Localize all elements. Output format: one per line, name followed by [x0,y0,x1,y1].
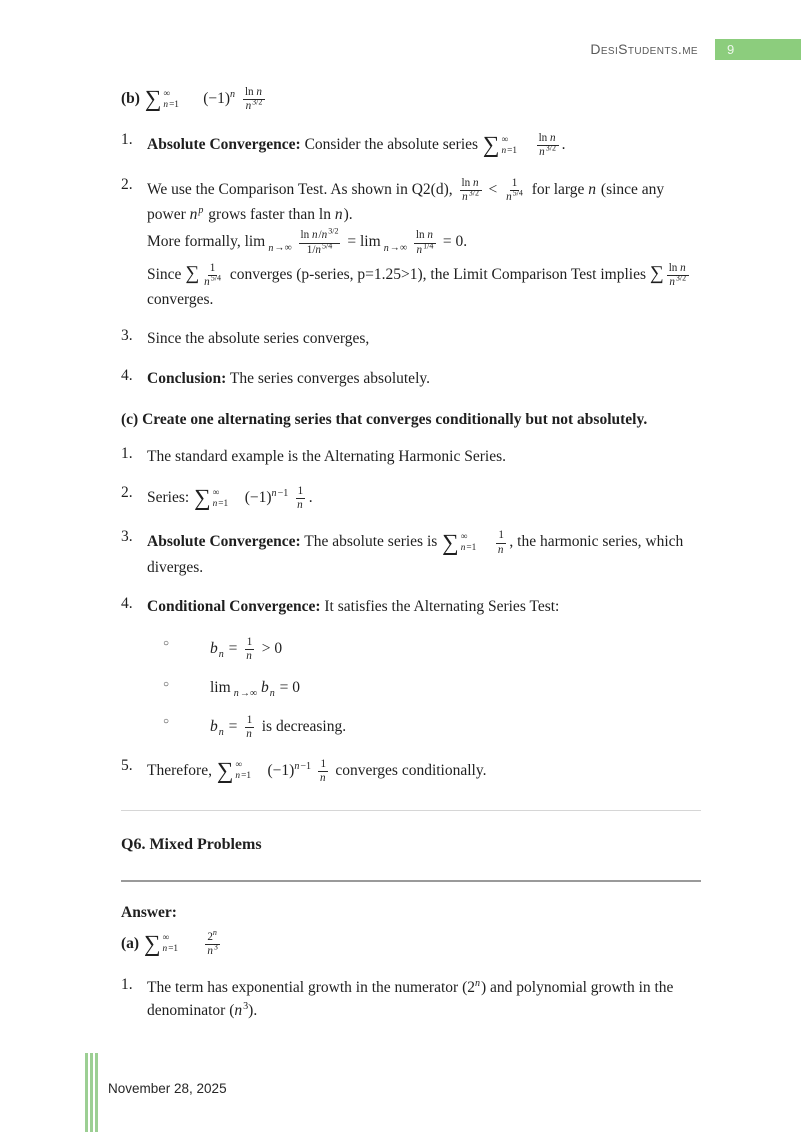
fraction-numerator: ln n [414,229,436,243]
superscript: 5/4 [322,240,333,250]
fraction-denominator [496,544,507,557]
sigma-glyph: ∑ [482,132,500,159]
math-variable: n [460,543,466,554]
fraction-denominator [318,772,329,785]
math-fraction [460,177,482,204]
fraction-denominator [202,272,223,289]
subscript: n→∞ [268,242,292,254]
math-variable: n [212,928,217,938]
math-fraction [667,262,689,289]
summation-limits [163,933,179,955]
math-variable: b [210,639,218,657]
math-variable: n [472,176,479,189]
math-variable: n [319,771,326,784]
footer-accent-lines [85,1053,98,1132]
math-variable: n [233,688,239,700]
list-marker: 3. [121,327,133,345]
math-variable: n [462,190,468,203]
bold-text: Q6. Mixed Problems [121,836,262,854]
math-variable: n [506,190,512,203]
math-fraction [295,485,306,512]
math-fraction [202,262,223,289]
list-marker: 5. [121,756,133,774]
fraction-numerator: ln n [667,262,689,276]
superscript: 5/4 [210,272,221,282]
section-divider [121,810,701,811]
superscript: 3/2 [545,143,556,153]
summation-upper: ∞ [212,487,220,498]
math-variable: n [497,543,504,556]
list-item-text [147,129,701,162]
superscript [198,205,204,216]
summation-upper: ∞ [163,88,171,99]
math-variable: n [189,205,198,223]
footer-date: November 28, 2025 [108,1081,227,1096]
list-item [121,174,701,315]
math-variable: n [297,499,303,512]
summation-lower: n=1 [501,145,518,156]
fraction-numerator: ln n [243,86,265,100]
list-item [121,129,701,162]
bold-text: Absolute Convergence: [147,533,301,551]
list-item [121,755,701,788]
text-line: Since ∑ $\frac{1}{n^{5/4}}$ converges (p-series, p=1.25>1), the Limit Comparison Test implies ∑ $\frac{\text{ln n}}{n^{3/2}}$ converges. [147,260,701,312]
superscript: 3/2 [675,272,687,282]
bold-text: Answer: [121,904,177,922]
math-variable: n [550,132,556,145]
sub-bullet [121,711,701,744]
text-line: lim $_{n\to\infty}$ $b_n = 0$ [210,679,300,700]
fraction-denominator [667,272,688,289]
text-line: More formally, lim $_{n\to\infty}$ $\frac{\ln n/n^{3/2}}{1/n^{5/4}}$ = lim $_{n\to\infty}$ $\frac{\text{ln n}}{n^{1/4}}$ = 0. [147,226,468,256]
math-variable: n [268,242,274,254]
math-fraction [243,86,265,113]
sigma-inline: ∑ [185,262,200,284]
fraction-denominator [537,143,558,159]
math-variable: b [260,679,269,697]
fraction-denominator [244,728,255,741]
text-line [121,833,701,856]
math-variable: n [539,146,545,159]
math-variable: n [234,1001,243,1019]
math-variable: n [383,242,389,254]
math-variable: p [198,204,204,216]
part-c-heading [121,409,701,431]
list-item-text [147,593,701,621]
summation-symbol [194,487,228,510]
math-variable: n [427,229,433,242]
superscript: n−1 [271,488,289,500]
sigma-inline: ∑ [649,262,664,284]
list-item [121,526,701,582]
sigma-glyph: ∑ [143,930,161,957]
fraction-numerator: 1 [245,714,255,728]
text-line: The term has exponential growth in the numerator (2$^n$) and polynomial growth in the denominator $(n^3)$. [147,977,674,1019]
summation-limits [461,532,477,554]
list-item-text [147,365,701,393]
math-variable: n [501,145,507,156]
superscript: 3 [243,1000,249,1012]
sigma-glyph: ∑ [194,485,211,512]
math-variable: n [669,275,675,288]
content-blocks [121,82,701,1036]
header-site-name: DesiStudents.me [590,41,698,57]
math-variable: n [246,649,252,662]
math-fraction [244,636,255,663]
math-variable: n [321,229,328,242]
summation-limits [235,760,251,782]
list-marker: 4. [121,595,133,613]
fraction-denominator [244,650,255,663]
math-variable: n [416,243,423,256]
list-marker: 1. [121,444,133,462]
bullet-icon: ○ [163,637,170,649]
math-fraction [205,928,220,958]
math-variable: n [204,275,210,288]
summation-symbol [442,529,477,556]
superscript [230,89,236,100]
fraction-denominator [415,240,436,257]
list-marker: 2. [121,484,133,502]
subscript [270,688,276,699]
math-variable: n [218,726,224,738]
math-fraction [299,226,341,256]
summation-lower: n=1 [460,543,477,554]
summation-upper: ∞ [235,760,243,771]
text-line: The standard example is the Alternating Harmonic Series. [147,447,506,465]
bullet-icon: ○ [163,679,170,691]
fraction-numerator: 1 [496,529,506,543]
text-line: Absolute Convergence: The absolute series is ∑ ∞ n=1 $\frac{1}{n}$ , the harmonic series, which diverges. [147,529,684,576]
math-variable: n [256,86,262,98]
summation-limits [163,89,179,111]
summation-upper: ∞ [162,933,170,944]
fraction-numerator: 1 [245,636,255,650]
superscript: 3/2 [468,188,479,198]
subscript: n→∞ [383,242,408,254]
math-variable: n [163,99,169,110]
fraction-numerator: 2$^n$ [205,931,220,945]
math-fraction [504,177,525,204]
math-fraction [318,758,329,785]
fraction-denominator [205,942,220,958]
math-fraction [496,529,507,556]
summation-lower: n=1 [162,944,179,955]
subscript [219,727,225,738]
text-line: Since the absolute series converges, [147,330,370,348]
superscript: 3/2 [252,97,263,107]
list-marker: 1. [121,976,133,994]
summation-upper: ∞ [460,531,468,542]
list-item-text [147,755,701,788]
superscript: 3/2 [328,226,339,236]
list-item [121,325,701,353]
summation-symbol [216,757,251,784]
math-variable: n [588,180,597,198]
footer-accent-line [85,1053,88,1132]
list-item [121,443,701,471]
summation-upper: ∞ [501,134,509,145]
subscript [219,649,225,660]
list-item-text [147,325,701,353]
summation-limits [213,488,229,510]
fraction-denominator: $1/n^{5/4}$ [306,240,333,256]
series-a-formula [121,928,701,958]
text-line: Conditional Convergence: It satisfies the Alternating Series Test: [147,598,560,616]
summation-symbol [143,930,179,957]
math-variable: n [246,727,252,740]
summation-lower: n=1 [235,771,251,782]
text-line: Conclusion: The series converges absolutely. [147,369,430,387]
summation-lower: n=1 [212,498,229,509]
text-line [121,409,701,431]
fraction-numerator: ln n [537,132,559,146]
footer-accent-line [90,1053,93,1132]
bold-text: (a) [121,935,143,952]
text-line: (b) ∑ ∞ n=1 $(-1)^n$ $\frac{\text{ln n}}{n^{3/2}}$ [121,86,701,113]
bold-text: (b) [121,90,144,108]
superscript: 5/4 [512,188,523,198]
list-item [121,365,701,393]
math-variable: n [680,261,686,274]
list-marker: 4. [121,366,133,384]
math-variable: n [162,944,168,955]
text-line: Therefore, ∑ ∞ n=1 $(-1)^{n-1}$ $\frac{1}{n}$ converges conditionally. [147,757,487,784]
list-item-text [210,633,701,666]
fraction-denominator [504,188,525,204]
summation-symbol [483,134,517,157]
summation-limits [502,135,518,157]
footer-accent-line [95,1053,98,1132]
math-variable: b [210,717,218,735]
series-b-formula [121,86,701,113]
summation-symbol [145,88,179,111]
sub-bullet [121,674,701,702]
sigma-glyph: ∑ [144,86,162,113]
bullet-icon: ○ [163,715,170,727]
list-item-text [147,174,701,315]
math-variable: n [235,771,241,782]
superscript: 3 [213,942,218,952]
list-item [121,482,701,515]
math-variable: n [245,100,252,113]
text-line: $b_n$ = $\frac{1}{n}$ is decreasing. [210,713,347,740]
fraction-denominator [460,188,481,204]
list-item-text [147,974,701,1025]
list-item-text [210,674,701,702]
math-fraction [537,132,559,159]
bold-text: Absolute Convergence: [147,136,301,154]
fraction-numerator: $\ln n/n^{3/2}$ [299,229,341,243]
bold-text: Conditional Convergence: [147,598,321,616]
list-marker: 1. [121,131,133,149]
superscript: n−1 [294,760,312,772]
answer-heading [121,902,701,924]
list-item [121,974,701,1025]
text-line: Series: ∑ ∞ n=1 $(-1)^{n-1}$ $\frac{1}{n}$ . [147,485,313,512]
text-line: We use the Comparison Test. As shown in Q2(d), $\frac{\text{ln n}}{n^{3/2}}$ < $\frac{1}{n^{5/4}}$ for large n (since any power $n^p$ grows faster than ln n). [147,176,665,223]
math-variable: n [207,944,213,957]
page-number-badge: 9 [715,39,801,60]
fraction-denominator [244,97,265,113]
list-item-text [147,443,701,471]
bold-text: (c) Create one alternating series that converges conditionally but not absolutely. [121,411,648,429]
math-variable: n [218,649,224,661]
subscript: n→∞ [233,688,258,700]
text-line: Absolute Convergence: Consider the absolute series ∑ ∞ n=1 $\frac{\text{ln n}}{n^{3/2}}$ . [147,132,566,159]
math-variable: n [269,688,275,700]
fraction-numerator: 1 [296,485,306,499]
list-marker: 3. [121,528,133,546]
fraction-numerator: 1 [510,177,520,191]
math-fraction [414,229,436,256]
text-line [121,928,701,958]
summation-lower: n=1 [163,99,179,110]
fraction-numerator: 1 [208,262,218,276]
text-line: $b_n$ = $\frac{1}{n}$ > 0 [210,635,283,662]
math-variable: n [474,977,481,989]
math-variable: n [294,760,300,772]
fraction-denominator [295,499,306,512]
sigma-glyph: ∑ [216,757,234,784]
superscript [475,978,481,989]
sub-bullet [121,633,701,666]
text-line [121,902,701,924]
superscript: 1/4 [423,240,434,250]
math-variable: n [212,498,218,509]
list-item [121,593,701,621]
list-item-text [147,482,701,515]
bold-text: Conclusion: [147,369,227,387]
list-item-text [147,526,701,582]
q6-heading [121,833,701,856]
math-variable: n [311,229,318,242]
math-variable: n [334,205,343,223]
section-divider [121,880,701,882]
math-variable: n [230,89,236,101]
fraction-numerator: 1 [318,758,328,772]
math-variable: n [315,243,321,256]
list-item-text [210,711,701,744]
math-fraction [244,714,255,741]
list-marker: 2. [121,175,133,193]
math-variable: n [271,488,277,500]
superscript [213,928,218,937]
fraction-numerator: ln n [460,177,482,191]
sigma-glyph: ∑ [442,529,459,556]
